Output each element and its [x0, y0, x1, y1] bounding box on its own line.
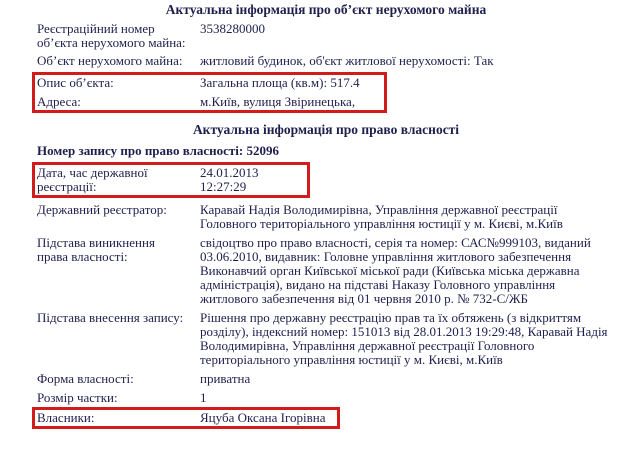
section-ownership-title: Актуальна інформація про право власності: [192, 122, 460, 137]
field-label: Дата, час державної реєстрації:: [37, 165, 148, 194]
highlight-box-description-address: [32, 72, 387, 113]
field-label: Опис об’єкта:: [37, 75, 114, 90]
field-row-state-registrar: [37, 203, 615, 231]
field-value: 24.01.2013 12:27:29: [200, 165, 259, 194]
field-value: приватна: [200, 371, 251, 386]
field-value: м.Київ, вулиця Звіринецька,: [200, 94, 356, 109]
field-row-record-basis: [37, 311, 615, 367]
field-label: Державний реєстратор:: [37, 202, 167, 217]
highlight-box-registration-date: [32, 162, 310, 198]
field-label: Адреса:: [37, 94, 81, 109]
field-value: Рішення про державну реєстрацію прав та їх обтяжень (з відкриттям розділу), індексний номер: 151013 від 28.01.2013 19:29:48, Каравай Надія Володимирівна, Управління державної реєстрації Головного територіального управління юстиції у м. Києві, м.Київ: [200, 310, 608, 367]
field-row-description: [37, 76, 384, 90]
highlight-box-owners: [32, 407, 340, 429]
field-label: Підстава внесення запису:: [37, 310, 184, 325]
field-value: 3538280000: [200, 21, 265, 36]
field-label: Форма власності:: [37, 371, 134, 386]
field-row-ownership-basis: [37, 236, 615, 306]
field-value: житловий будинок, об'єкт житлової нерухомості: Так: [200, 53, 494, 68]
field-row-ownership-form: [37, 372, 615, 386]
section-object-title: Актуальна інформація про об’єкт нерухомого майна: [165, 2, 487, 17]
field-label: Об’єкт нерухомого майна:: [37, 53, 183, 68]
field-row-registration-date: [37, 166, 307, 194]
field-value: свідоцтво про право власності, серія та номер: САС№999103, виданий 03.06.2010, видавник: Головне управління житлового забезпечення Виконавчий орган Київської міської ради (Київська міська державна адміністрація), видано на підставі Наказу Головного управління житлового забезпечення від 01 червня 2010 р. № 732-С/ЖБ: [200, 235, 591, 306]
field-value: Каравай Надія Володимирівна, Управління державної реєстрації Головного територіального управління юстиції у м. Києві, м.Київ: [200, 202, 563, 231]
field-row-registration-number: [37, 22, 615, 50]
field-row-share-size: [37, 391, 615, 405]
field-value: Яцуба Оксана Ігорівна: [200, 410, 326, 425]
field-row-object-type: [37, 54, 615, 68]
section-ownership: [37, 122, 615, 429]
record-number-line: Номер запису про право власності: 52096: [37, 143, 279, 158]
field-value: Загальна площа (кв.м): 517.4: [200, 75, 360, 90]
field-label: Реєстраційний номер об’єкта нерухомого майна:: [37, 21, 186, 50]
field-label: Підстава виникнення права власності:: [37, 235, 155, 264]
field-label: Розмір частки:: [37, 390, 118, 405]
field-label: Власники:: [37, 410, 95, 425]
field-row-owners: [37, 411, 337, 425]
field-value: 1: [200, 390, 207, 405]
field-row-address: [37, 95, 384, 109]
